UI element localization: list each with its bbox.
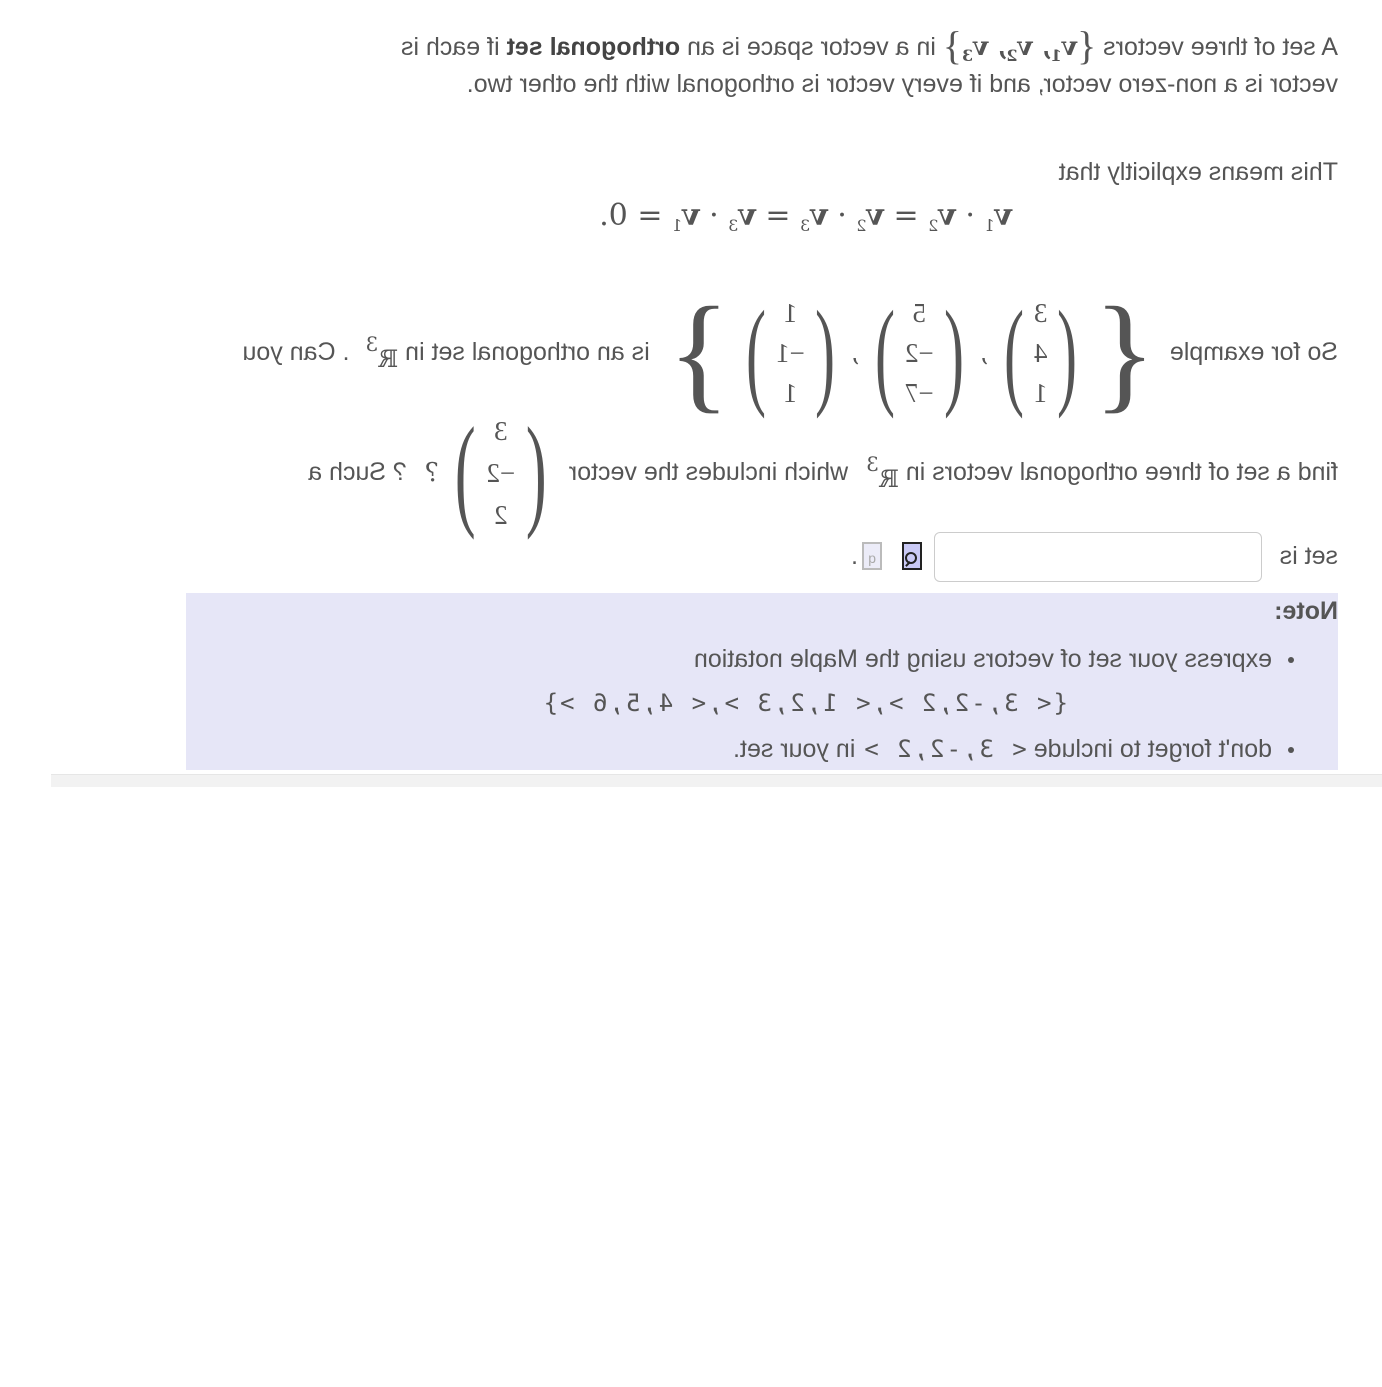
- intro-text: A set of three vectors: [1103, 33, 1338, 61]
- example-line: So for example { ( 3 4 1 ) , ( 5 −2 −7 ) , ( 1 −1 1 ) } is an orthogonal set in ℝ$^3$ . Can you: [242, 280, 1338, 425]
- example-close-brace: }: [667, 280, 731, 425]
- help-icon[interactable]: q: [862, 542, 882, 570]
- note-box: [186, 593, 1338, 770]
- example-lead: So for example: [1169, 338, 1338, 366]
- example-vector-1: ( 3 4 1 ): [1004, 285, 1078, 419]
- explicit-lead: This means explicitly that: [1058, 158, 1338, 186]
- footer-divider: [51, 774, 1382, 787]
- intro-line-1: [401, 22, 1338, 69]
- question-mid: which includes the vector: [568, 458, 849, 486]
- real-space-symbol: ℝ$^3$: [365, 332, 399, 373]
- preview-icon[interactable]: [902, 542, 922, 570]
- example-open-brace: {: [1093, 280, 1156, 425]
- intro-text-post: if each is: [400, 33, 500, 61]
- question-line: find a set of three orthogonal vectors in ℝ$^3$ which includes the vector ( 3 −2 2 ) ? ? Such a: [308, 403, 1338, 541]
- note-bullet-1: express your set of vectors using the Maple notation: [694, 645, 1294, 674]
- vector-v1: $v_1$, $v_2$, $v_3$: [962, 32, 1077, 65]
- example-vector-3: ( 1 −1 1 ): [746, 285, 835, 419]
- answer-input[interactable]: [934, 532, 1262, 582]
- intro-line-2: vector is a non-zero vector, and if every vector is orthogonal with the other two.: [466, 70, 1338, 98]
- include-vector: < 3,-2,2 >: [862, 735, 1027, 763]
- answer-label: set is: [1279, 542, 1338, 570]
- note-title: Note:: [1274, 597, 1338, 625]
- real-space-symbol: ℝ$^3$: [866, 452, 899, 493]
- answer-period: .: [851, 542, 858, 570]
- bullet-icon: [1288, 657, 1294, 663]
- note-bullet-2: don't forget to include < 3,-2,2 > in your set.: [733, 735, 1294, 764]
- question-tail: ? Such a: [308, 458, 407, 486]
- bullet-icon: [1288, 747, 1294, 753]
- set-close-brace: }: [942, 23, 963, 68]
- example-mid: is an orthogonal set in: [405, 338, 650, 366]
- example-vector-2: ( 5 −2 −7 ): [875, 285, 964, 419]
- set-open-brace: {: [1077, 23, 1097, 68]
- orthogonality-equation: $v_1 \cdot v_2 = v_2 \cdot v_3 = v_3 \cdot v_1 = 0$.: [599, 198, 1012, 235]
- term-orthogonal-set: orthogonal set: [506, 33, 681, 61]
- intro-text-mid: in a vector space is an: [687, 33, 936, 61]
- maple-example: {< 3,-2,2 >,< 1,2,3 >,< 4,5,6 >}: [541, 689, 1068, 717]
- question-lead: find a set of three orthogonal vectors in: [905, 458, 1338, 486]
- given-vector: ( 3 −2 2 ): [455, 403, 547, 541]
- example-tail: . Can you: [242, 338, 350, 366]
